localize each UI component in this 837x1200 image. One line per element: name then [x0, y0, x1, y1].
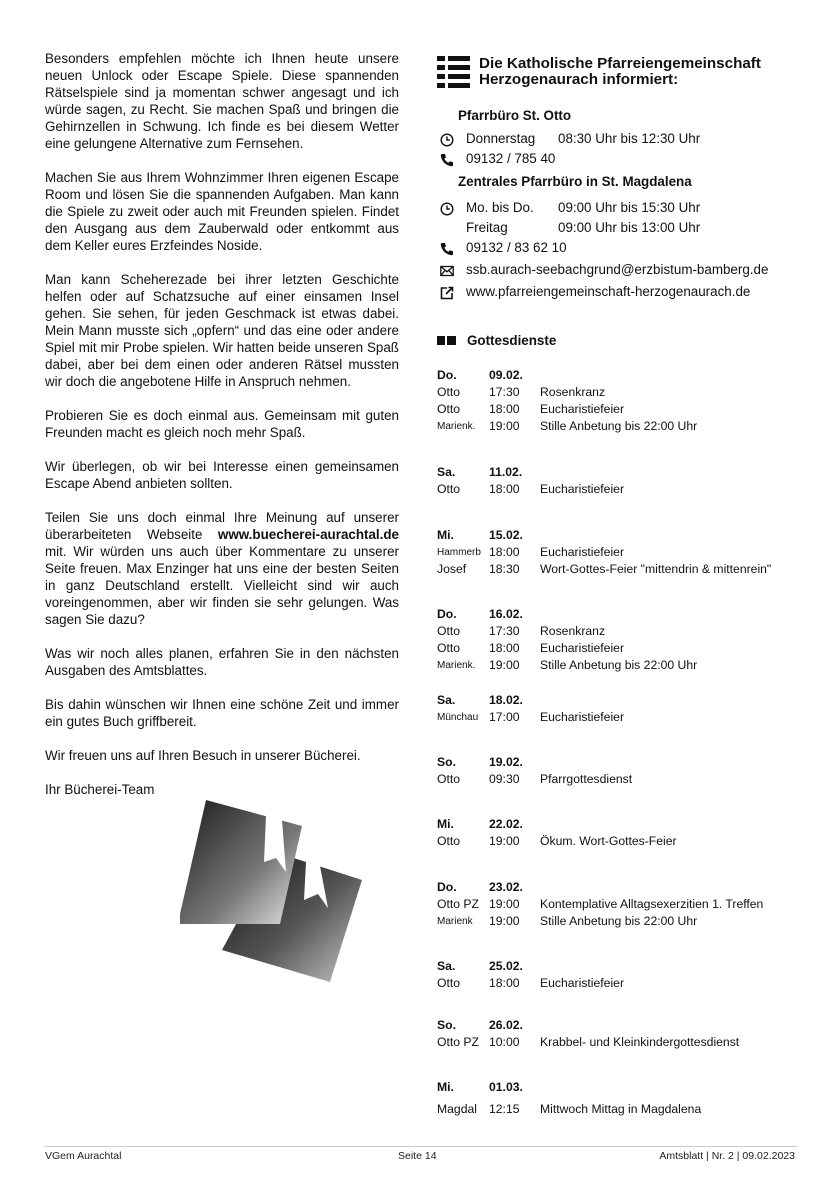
- parish-title: [479, 56, 761, 88]
- service-time: 18:00: [489, 402, 520, 416]
- service-description: Stille Anbetung bis 22:00 Uhr: [540, 658, 698, 672]
- office-otto-heading: Pfarrbüro St. Otto: [458, 108, 572, 123]
- service-place: Hammerb: [437, 547, 481, 558]
- service-time: 19:00: [489, 897, 520, 911]
- library-website-link[interactable]: www.buecherei-aurachtal.de: [217, 527, 399, 542]
- service-time: 10:00: [489, 1035, 520, 1049]
- article-paragraph: Bis dahin wünschen wir Ihnen eine schöne Zeit und immer ein gutes Buch griffbereit.: [45, 697, 399, 729]
- parish-title-line1: Die Katholische Pfarreiengemeinschaft: [479, 55, 761, 72]
- article-paragraph: Wir überlegen, ob wir bei Interesse einen gemeinsamen Escape Abend anbieten sollten.: [45, 459, 399, 491]
- library-article: [45, 50, 399, 815]
- article-paragraph: Wir freuen uns auf Ihren Besuch in unserer Bücherei.: [45, 748, 361, 763]
- service-date: 19.02.: [489, 755, 523, 769]
- service-weekday: Sa.: [437, 693, 456, 707]
- phone-number: 09132 / 785 40: [466, 151, 556, 166]
- footer-right: Amtsblatt | Nr. 2 | 09.02.2023: [659, 1150, 795, 1162]
- service-time: 19:00: [489, 914, 520, 928]
- services-heading-label: Gottesdienste: [467, 333, 557, 348]
- article-paragraph: Machen Sie aus Ihrem Wohnzimmer Ihren eigenen Escape Room und lösen Sie die spannenden Aufgaben. Man kann die Spiele zu zweit oder auch mit Freunden spielen. Findet den Ausgang aus dem Zauberwald oder entkommt aus dem Keller eures Erzfeindes Noside.: [45, 170, 399, 253]
- service-place: Münchau: [437, 712, 479, 723]
- service-time: 18:30: [489, 562, 520, 576]
- phone-icon: [440, 153, 454, 167]
- external-link-icon: [440, 286, 454, 300]
- signoff: Ihr Bücherei-Team: [45, 782, 155, 797]
- parish-header: [437, 50, 797, 92]
- service-description: Kontemplative Alltagsexerzitien 1. Treffen: [540, 897, 764, 911]
- service-place: Marienk.: [437, 421, 476, 432]
- service-weekday: Mi.: [437, 1080, 454, 1094]
- service-time: 19:00: [489, 834, 520, 848]
- service-weekday: Do.: [437, 880, 457, 894]
- service-description: Krabbel- und Kleinkindergottesdienst: [540, 1035, 740, 1049]
- article-paragraph-website: [45, 509, 399, 628]
- service-place: Magdal: [437, 1102, 477, 1116]
- service-description: Pfarrgottesdienst: [540, 772, 633, 786]
- service-description: Eucharistiefeier: [540, 641, 624, 655]
- service-place: Otto: [437, 976, 461, 990]
- hours-day: Mo. bis Do.: [466, 200, 534, 215]
- hours-day: Freitag: [466, 220, 508, 235]
- service-place: Otto PZ: [437, 1035, 479, 1049]
- service-weekday: Sa.: [437, 465, 456, 479]
- service-date: 09.02.: [489, 368, 523, 382]
- service-time: 18:00: [489, 976, 520, 990]
- service-weekday: Mi.: [437, 817, 454, 831]
- service-description: Rosenkranz: [540, 624, 606, 638]
- service-date: 11.02.: [489, 465, 523, 479]
- service-time: 18:00: [489, 482, 520, 496]
- service-description: Eucharistiefeier: [540, 482, 624, 496]
- service-weekday: Mi.: [437, 528, 454, 542]
- footer-left: VGem Aurachtal: [45, 1150, 122, 1162]
- service-description: Stille Anbetung bis 22:00 Uhr: [540, 419, 698, 433]
- service-weekday: So.: [437, 755, 456, 769]
- service-place: Otto: [437, 624, 461, 638]
- service-description: Eucharistiefeier: [540, 545, 624, 559]
- service-time: 17:30: [489, 624, 520, 638]
- service-weekday: So.: [437, 1018, 456, 1032]
- email-link[interactable]: ssb.aurach-seebachgrund@erzbistum-bamberg.de: [466, 262, 769, 277]
- service-place: Marienk.: [437, 660, 476, 671]
- service-place: Josef: [437, 562, 467, 576]
- service-date: 25.02.: [489, 959, 523, 973]
- parish-section: [437, 50, 797, 1116]
- service-time: 17:30: [489, 385, 520, 399]
- books-bookmark-icon: [180, 800, 365, 985]
- service-description: Stille Anbetung bis 22:00 Uhr: [540, 914, 698, 928]
- service-date: 15.02.: [489, 528, 523, 542]
- article-paragraph: Besonders empfehlen möchte ich Ihnen heute unsere neuen Unlock oder Escape Spiele. Diese spannenden Rätselspiele sind ja momentan schwer angesagt und ich würde sagen, zu Recht. Sie machen Spaß und bringen die Gehirnzellen in Schwung. Ich finde es bei diesem Wetter eine gelungene Alternative zum Fernsehen.: [45, 51, 399, 151]
- service-place: Otto: [437, 402, 461, 416]
- service-description: Eucharistiefeier: [540, 402, 624, 416]
- service-description: Eucharistiefeier: [540, 710, 624, 724]
- service-description: Mittwoch Mittag in Magdalena: [540, 1102, 702, 1116]
- clock-icon: [440, 202, 454, 216]
- service-time: 18:00: [489, 641, 520, 655]
- service-place: Otto: [437, 482, 461, 496]
- footer-page-number: Seite 14: [398, 1150, 437, 1162]
- service-date: 01.03.: [489, 1080, 523, 1094]
- service-weekday: Do.: [437, 607, 457, 621]
- service-place: Otto: [437, 641, 461, 655]
- envelope-icon: [440, 264, 454, 278]
- website-text-before: Teilen Sie uns doch einmal Ihre Meinung auf unserer überarbeiteten Webseite: [45, 510, 399, 542]
- phone-number: 09132 / 83 62 10: [466, 240, 567, 255]
- hours-day: Donnerstag: [466, 131, 536, 146]
- service-date: 26.02.: [489, 1018, 523, 1032]
- article-paragraph: Was wir noch alles planen, erfahren Sie in den nächsten Ausgaben des Amtsblattes.: [45, 646, 399, 678]
- service-date: 22.02.: [489, 817, 523, 831]
- service-time: 12:15: [489, 1102, 520, 1116]
- service-place: Otto: [437, 772, 461, 786]
- service-description: Eucharistiefeier: [540, 976, 624, 990]
- service-time: 19:00: [489, 419, 520, 433]
- service-place: Marienk: [437, 916, 473, 927]
- website-link[interactable]: www.pfarreiengemeinschaft-herzogenaurach.de: [466, 284, 751, 299]
- office-magdalena-heading: Zentrales Pfarrbüro in St. Magdalena: [458, 174, 692, 189]
- phone-icon: [440, 242, 454, 256]
- section-marker-icon: [437, 336, 456, 345]
- service-date: 18.02.: [489, 693, 523, 707]
- service-description: Ökum. Wort-Gottes-Feier: [540, 834, 677, 848]
- service-date: 16.02.: [489, 607, 523, 621]
- hours-time: 09:00 Uhr bis 15:30 Uhr: [558, 200, 701, 215]
- service-description: Wort-Gottes-Feier "mittendrin & mittenrein": [540, 562, 772, 576]
- list-icon: [437, 56, 470, 88]
- service-place: Otto PZ: [437, 897, 479, 911]
- service-description: Rosenkranz: [540, 385, 606, 399]
- article-paragraph: Man kann Scheherezade bei ihrer letzten Geschichte helfen oder auf Schatzsuche auf einer einsamen Insel gehen. Sie sehen, für jeden Geschmack ist etwas dabei. Mein Mann musste sich „opfern“ und das eine oder andere Spiel mit mir Probe spielen. Wir hatten beide unseren Spaß dabei, aber bei dem einen oder anderen Rätsel mussten wir doch die angebotene Hilfe in Anspruch nehmen.: [45, 272, 399, 389]
- service-place: Otto: [437, 834, 461, 848]
- service-time: 18:00: [489, 545, 520, 559]
- service-date: 23.02.: [489, 880, 523, 894]
- article-paragraph: Probieren Sie es doch einmal aus. Gemeinsam mit guten Freunden macht es gleich noch mehr Spaß.: [45, 408, 399, 440]
- hours-time: 09:00 Uhr bis 13:00 Uhr: [558, 220, 701, 235]
- service-time: 17:00: [489, 710, 520, 724]
- parish-title-line2: Herzogenaurach informiert:: [479, 71, 679, 88]
- service-time: 09:30: [489, 772, 520, 786]
- footer-divider: [45, 1146, 797, 1147]
- service-weekday: Sa.: [437, 959, 456, 973]
- clock-icon: [440, 133, 454, 147]
- service-place: Otto: [437, 385, 461, 399]
- hours-time: 08:30 Uhr bis 12:30 Uhr: [558, 131, 701, 146]
- service-time: 19:00: [489, 658, 520, 672]
- website-text-after: mit. Wir würden uns auch über Kommentare zu unserer Seite freuen. Max Enzinger hat uns eine der besten Seiten in ganz Deutschland erstellt. Vielleicht sind wir auch voreingenommen, aber wir finden sie sehr gelungen. Was sagen Sie dazu?: [45, 544, 399, 627]
- service-weekday: Do.: [437, 368, 457, 382]
